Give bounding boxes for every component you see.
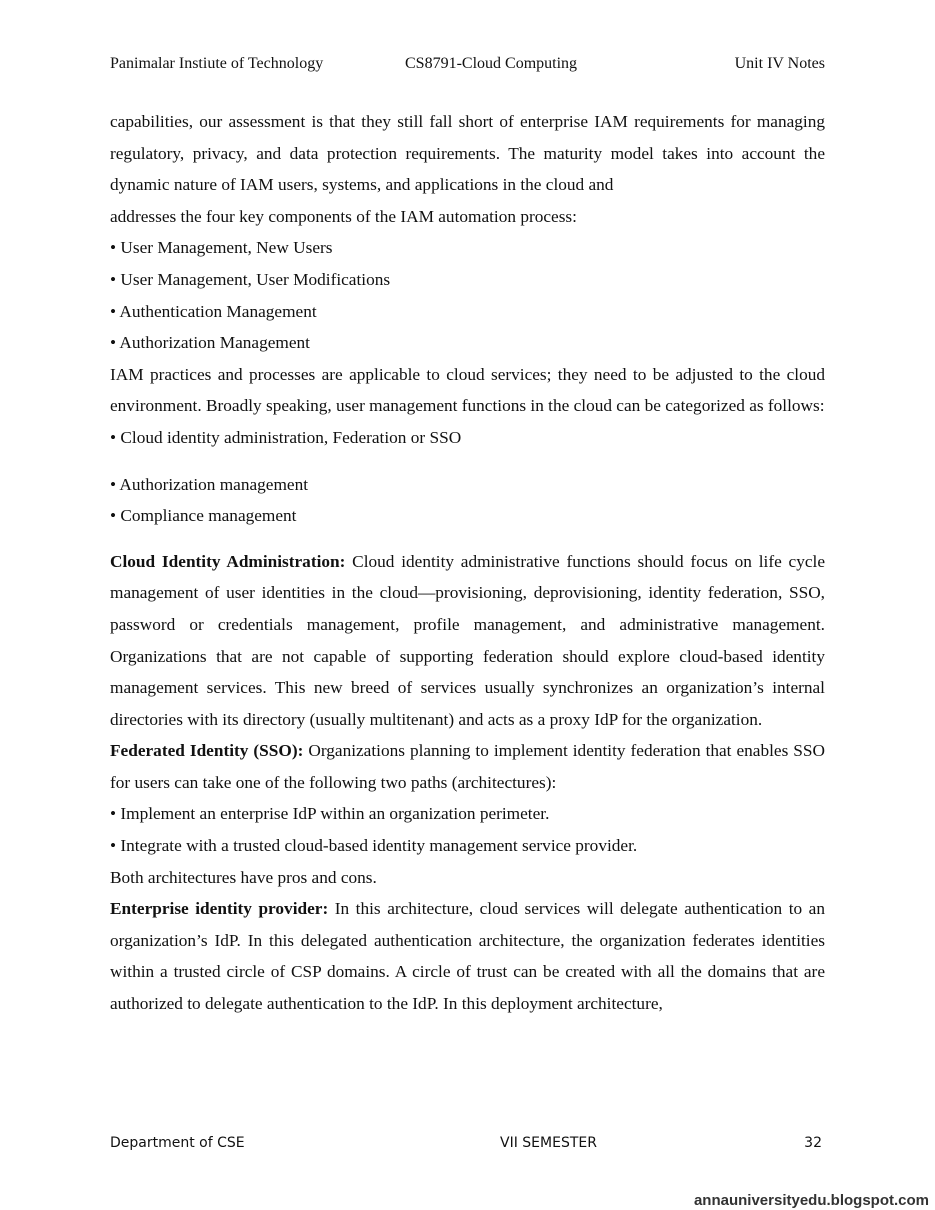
enterprise-idp-text: In this architecture, cloud services will delegate authentication to an organization’s IdP. In this delegated authentication architecture, the organization federates identities within a trusted circle of CSP domains. A circle of trust can be created with all the domains that are authorized to delegate authentication to the IdP. In this deployment architecture, xyxy=(110,899,825,1014)
federated-identity-text: Organizations planning to implement identity federation that enables SSO for users can take one of the following two paths (architectures): xyxy=(110,741,825,792)
intro-paragraph: capabilities, our assessment is that they still fall short of enterprise IAM requirements for managing regulatory, privacy, and data protection requirements. The maturity model takes into account the dynamic nature of IAM users, systems, and applications in the cloud and xyxy=(110,112,825,195)
cloud-identity-paragraph xyxy=(110,546,825,736)
list-item: • Integrate with a trusted cloud-based identity management service provider. xyxy=(110,836,638,856)
pros-cons-line: Both architectures have pros and cons. xyxy=(110,867,377,887)
page-body xyxy=(110,106,825,1020)
list-item: • Authorization management xyxy=(110,474,309,494)
list-item: • Compliance management xyxy=(110,506,297,526)
federated-identity-paragraph xyxy=(110,735,825,798)
list-item: • Authorization Management xyxy=(110,333,310,353)
watermark: annauniversityedu.blogspot.com xyxy=(693,1192,929,1209)
enterprise-idp-paragraph xyxy=(110,893,825,1019)
practices-paragraph: IAM practices and processes are applicable to cloud services; they need to be adjusted to the cloud environment. Broadly speaking, user management functions in the cloud can be categorized as follows: xyxy=(110,364,825,416)
list-item: • Authentication Management xyxy=(110,301,317,321)
list-item: • User Management, New Users xyxy=(110,238,333,258)
cloud-identity-heading: Cloud Identity Administration: xyxy=(110,551,346,571)
header-course: CS8791-Cloud Computing xyxy=(405,55,578,72)
federated-identity-heading: Federated Identity (SSO): xyxy=(110,741,304,761)
footer-department: Department of CSE xyxy=(110,1135,245,1151)
cloud-identity-text: Cloud identity administrative functions should focus on life cycle management of user identities in the cloud—provisioning, deprovisioning, identity federation, SSO, password or credentials management, profile management, and administrative management. Organizations that are not capable of supporting federation should explore cloud-based identity management services. This new breed of services usually synchronizes an organization’s internal directories with its directory (usually multitenant) and acts as a proxy IdP for the organization. xyxy=(110,551,825,729)
intro-paragraph-continued: addresses the four key components of the IAM automation process: xyxy=(110,206,577,226)
list-item: • Cloud identity administration, Federation or SSO xyxy=(110,427,462,447)
page-header xyxy=(110,55,825,77)
page-footer xyxy=(110,1135,822,1157)
list-item: • Implement an enterprise IdP within an organization perimeter. xyxy=(110,804,550,824)
header-unit: Unit IV Notes xyxy=(734,55,825,72)
page-number: 32 xyxy=(804,1135,822,1151)
list-item: • User Management, User Modifications xyxy=(110,269,391,289)
enterprise-idp-heading: Enterprise identity provider: xyxy=(110,899,329,919)
header-institute: Panimalar Instiute of Technology xyxy=(110,55,324,72)
footer-semester: VII SEMESTER xyxy=(500,1135,597,1151)
